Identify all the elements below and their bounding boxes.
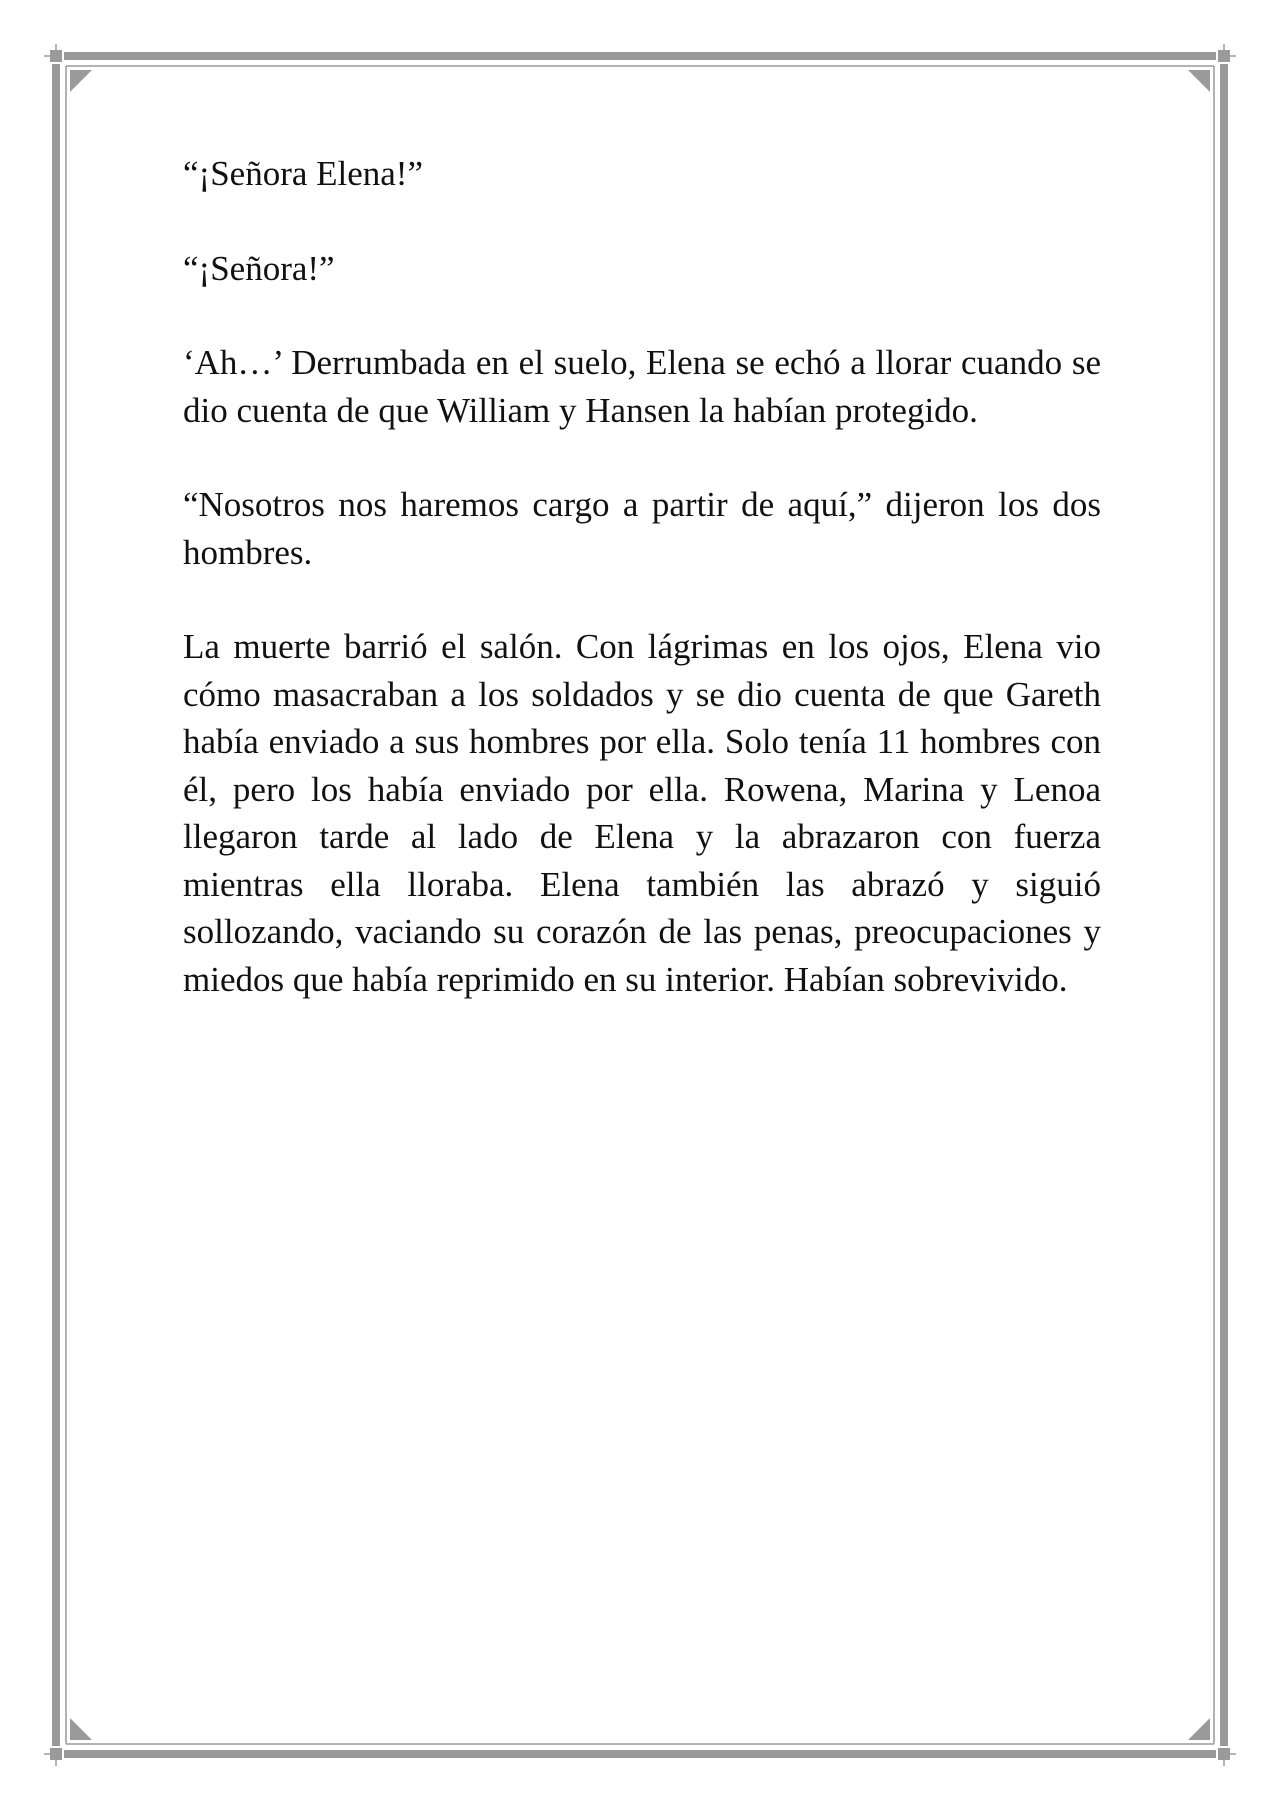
paragraph-1: “¡Señora Elena!” [183,154,423,193]
paragraph-5: La muerte barrió el salón. Con lágrimas en los ojos, Elena vio cómo masacraban a los soldados y se dio cuenta de que Gareth había enviado a sus hombres por ella. Solo tenía 11 hombres con él, pero los había enviado por ella. Rowena, Marina y Lenoa llegaron tarde al lado de Elena y la abrazaron con fuerza mientras ella lloraba. Elena también las abrazó y siguió sollozando, vaciando su corazón de las penas, preocupaciones y miedos que había reprimido en su interior. Habían sobrevivido. [183,627,1101,999]
page-body [183,150,1101,1050]
paragraph-2: “¡Señora!” [183,248,335,288]
paragraph-4: “Nosotros nos haremos cargo a partir de aquí,” dijeron los dos hombres. [183,485,1101,572]
paragraph-3: ‘Ah…’ Derrumbada en el suelo, Elena se echó a llorar cuando se dio cuenta de que William y Hansen la habían protegido. [183,343,1101,430]
